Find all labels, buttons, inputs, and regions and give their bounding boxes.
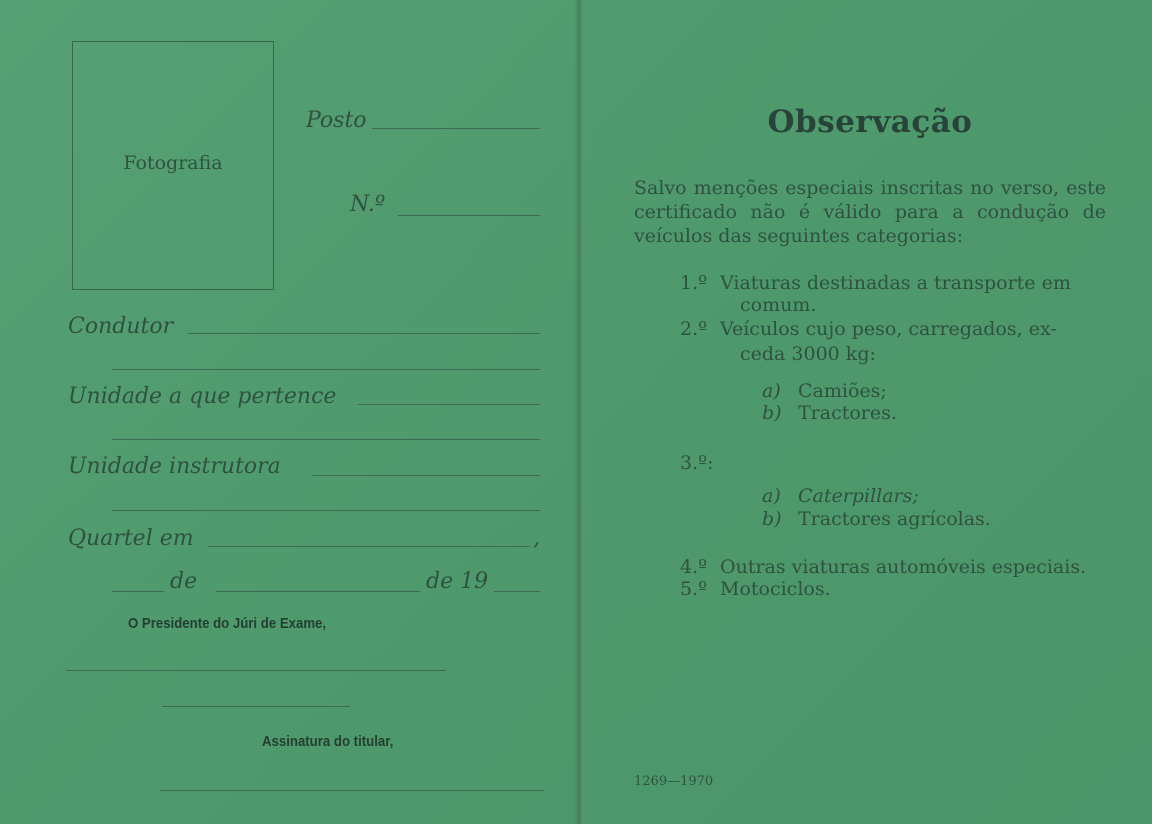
photo-box	[72, 41, 274, 290]
assinatura-line	[160, 790, 544, 791]
day-line	[112, 591, 164, 592]
photo-label: Fotografia	[123, 152, 223, 174]
unidade-instrutora-line	[312, 475, 540, 476]
item3b-letter: b)	[762, 508, 782, 530]
presidente-signature-line	[66, 670, 446, 671]
item2-text: Veículos cujo peso, carregados, ex-	[720, 318, 1057, 340]
unidade-line	[358, 404, 540, 405]
posto-line	[372, 128, 540, 129]
item3a-text: Caterpillars;	[798, 485, 919, 507]
item1-text: Viaturas destinadas a transporte em	[720, 272, 1071, 294]
print-code: 1269—1970	[634, 774, 714, 789]
quartel-line	[208, 546, 530, 547]
assinatura-label: Assinatura do titular,	[262, 733, 394, 750]
item1-number: 1.º	[680, 272, 708, 294]
condutor-line	[188, 333, 540, 334]
condutor-line-2	[112, 369, 540, 370]
item2-number: 2.º	[680, 318, 708, 340]
year-line	[494, 591, 540, 592]
unidade-label: Unidade a que pertence	[68, 384, 337, 409]
numero-label: N.º	[350, 192, 386, 217]
observacao-title: Observação	[767, 104, 973, 140]
item3b-text: Tractores agrícolas.	[798, 508, 991, 530]
unidade-instrutora-line-2	[112, 510, 540, 511]
condutor-label: Condutor	[68, 314, 174, 339]
item2a-letter: a)	[762, 380, 781, 402]
unidade-instrutora-label: Unidade instrutora	[68, 454, 281, 479]
de-label-1: de	[170, 569, 198, 594]
month-line	[216, 591, 420, 592]
center-fold	[574, 0, 588, 824]
item3-number: 3.º:	[680, 452, 714, 474]
item2b-letter: b)	[762, 402, 782, 424]
item1-continuation: comum.	[740, 294, 817, 316]
presidente-label: O Presidente do Júri de Exame,	[128, 615, 327, 632]
item2b-text: Tractores.	[798, 402, 897, 424]
item5-number: 5.º	[680, 578, 708, 600]
presidente-short-line	[162, 706, 350, 707]
unidade-line-2	[112, 439, 540, 440]
item2-continuation: ceda 3000 kg:	[740, 343, 876, 365]
item5-text: Motociclos.	[720, 578, 831, 600]
item2a-text: Camiões;	[798, 380, 887, 402]
numero-line	[398, 215, 540, 216]
posto-label: Posto	[306, 108, 367, 133]
item3a-letter: a)	[762, 485, 781, 507]
quartel-label: Quartel em	[68, 526, 194, 551]
quartel-comma: ,	[533, 526, 540, 551]
item4-number: 4.º	[680, 556, 708, 578]
de-label-2: de 19	[426, 569, 489, 594]
item4-text: Outras viaturas automóveis especiais.	[720, 556, 1087, 578]
observacao-intro: Salvo menções especiais inscritas no verso, este certificado não é válido para a condução de veículos das seguintes categorias:	[634, 177, 1106, 247]
